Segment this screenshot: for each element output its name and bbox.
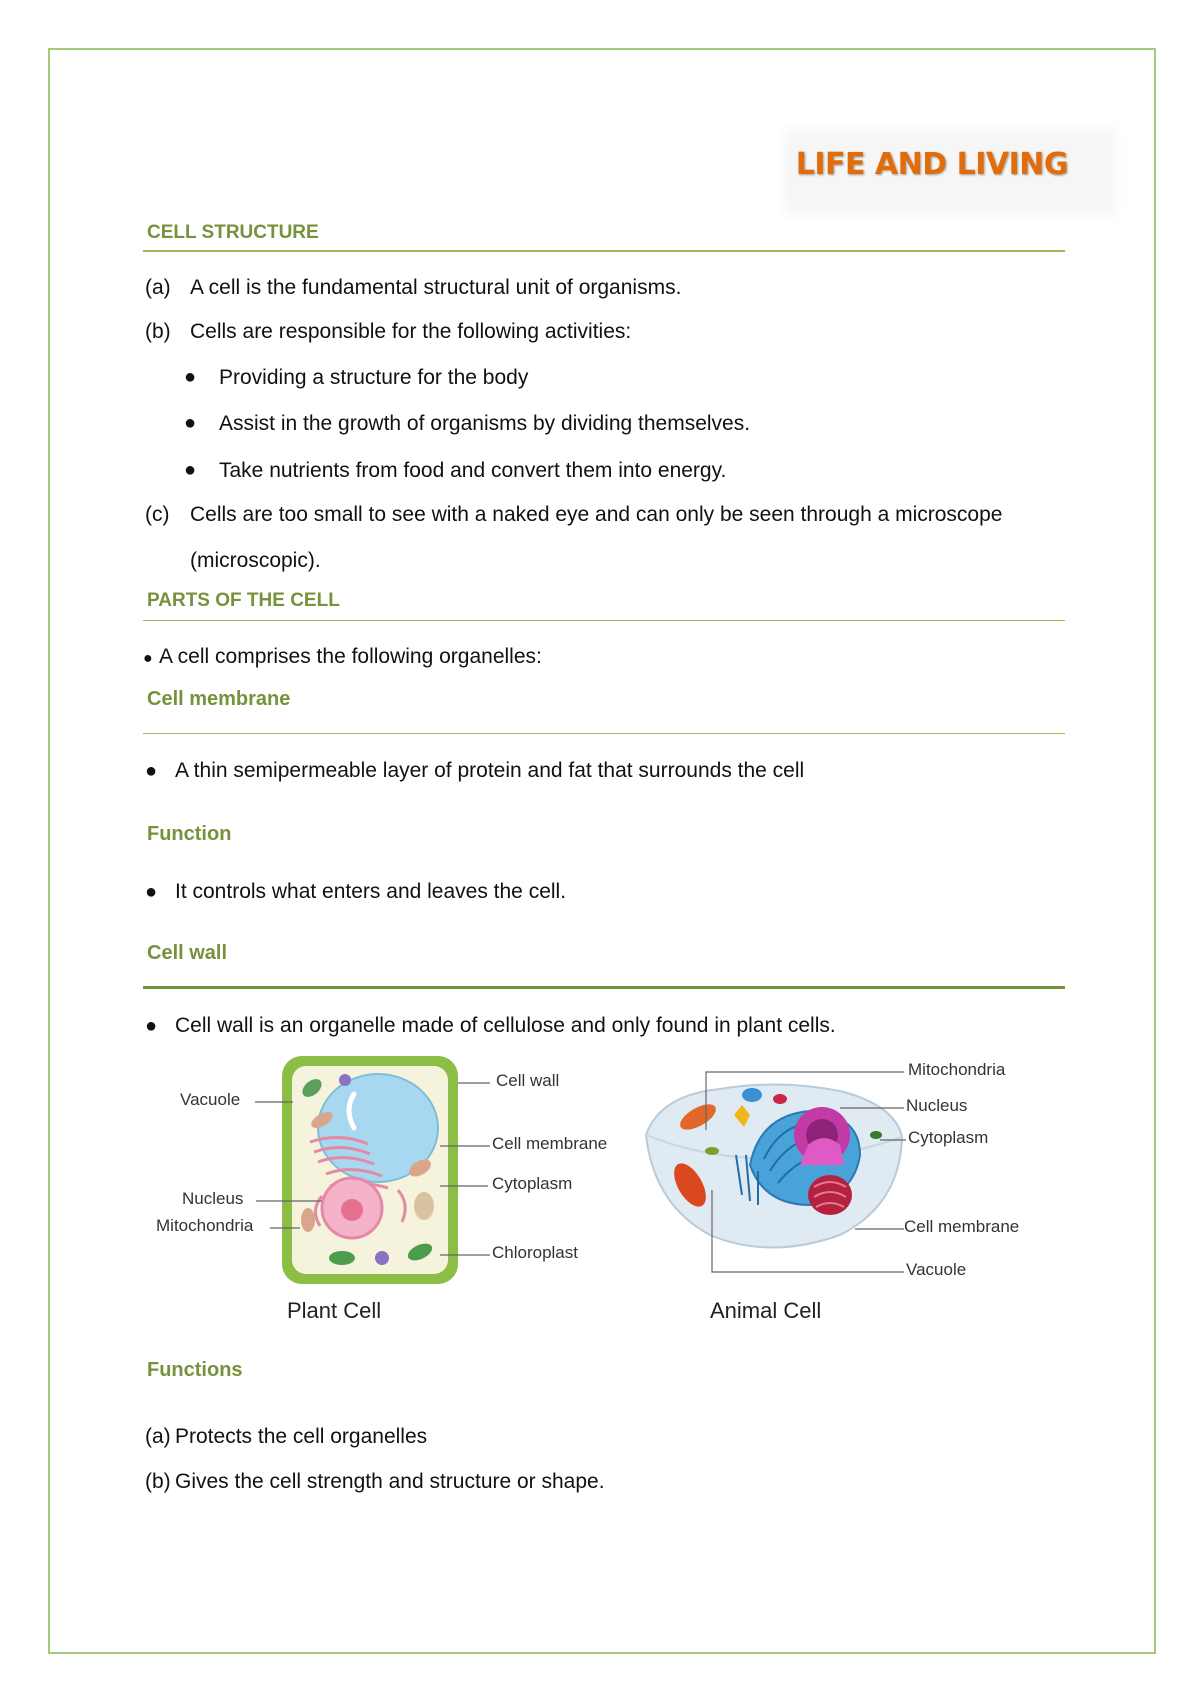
bullet-dot: ● — [145, 760, 158, 782]
plant-label-nucleus: Nucleus — [182, 1189, 244, 1208]
item-b-text: Cells are responsible for the following activities: — [190, 320, 632, 343]
plant-label-chloroplast: Chloroplast — [492, 1243, 578, 1262]
b-item-3: Take nutrients from food and convert them into energy. — [219, 459, 727, 482]
heading-cell-structure: CELL STRUCTURE — [147, 222, 319, 243]
page-title: LIFE AND LIVING — [795, 147, 1068, 182]
bullet-dot: ● — [184, 459, 197, 481]
heading-cell-membrane: Cell membrane — [147, 688, 291, 710]
item-a-text: A cell is the fundamental structural unit of organisms. — [190, 276, 682, 299]
item-c-text-2: (microscopic). — [190, 549, 321, 572]
animal-cell-title: Animal Cell — [710, 1298, 822, 1323]
plant-label-cytoplasm: Cytoplasm — [492, 1174, 573, 1193]
membrane-bullet: A thin semipermeable layer of protein and fat that surrounds the cell — [175, 759, 805, 782]
cell-wall-bullet: Cell wall is an organelle made of cellulose and only found in plant cells. — [175, 1014, 836, 1037]
plant-label-mitochondria: Mitochondria — [156, 1216, 254, 1235]
heading-cell-wall: Cell wall — [147, 942, 228, 964]
item-b-label: (b) — [145, 320, 171, 343]
bullet-dot: ● — [184, 366, 197, 388]
function-bullet: It controls what enters and leaves the cell. — [175, 880, 567, 903]
b-item-1: Providing a structure for the body — [219, 366, 529, 389]
bullet-dot: ● — [145, 881, 158, 903]
animal-label-nucleus: Nucleus — [906, 1096, 968, 1115]
animal-label-mitochondria: Mitochondria — [908, 1060, 1006, 1079]
plant-label-cell-membrane: Cell membrane — [492, 1134, 608, 1153]
b-item-2: Assist in the growth of organisms by dividing themselves. — [219, 412, 751, 435]
animal-label-vacuole: Vacuole — [906, 1260, 967, 1279]
animal-label-cytoplasm: Cytoplasm — [908, 1128, 989, 1147]
parts-intro: A cell comprises the following organelles: — [159, 645, 542, 668]
heading-parts-of-cell: PARTS OF THE CELL — [147, 590, 340, 611]
heading-functions: Functions — [147, 1359, 243, 1381]
functions-a-label: (a) — [145, 1425, 171, 1448]
plant-label-vacuole: Vacuole — [180, 1090, 241, 1109]
item-c-label: (c) — [145, 503, 170, 526]
functions-a-text: Protects the cell organelles — [175, 1425, 428, 1448]
functions-b-label: (b) — [145, 1470, 171, 1493]
functions-b-text: Gives the cell strength and structure or shape. — [175, 1470, 605, 1493]
plant-cell-title: Plant Cell — [287, 1298, 382, 1323]
item-c-text-1: Cells are too small to see with a naked eye and can only be seen through a microscope — [190, 503, 1003, 526]
heading-function: Function — [147, 823, 232, 845]
bullet-dot: ● — [145, 1015, 158, 1037]
plant-label-cell-wall: Cell wall — [496, 1071, 560, 1090]
animal-label-cell-membrane: Cell membrane — [904, 1217, 1020, 1236]
item-a-label: (a) — [145, 276, 171, 299]
bullet-dot: ● — [184, 412, 197, 434]
bullet-dot: ● — [143, 650, 153, 667]
